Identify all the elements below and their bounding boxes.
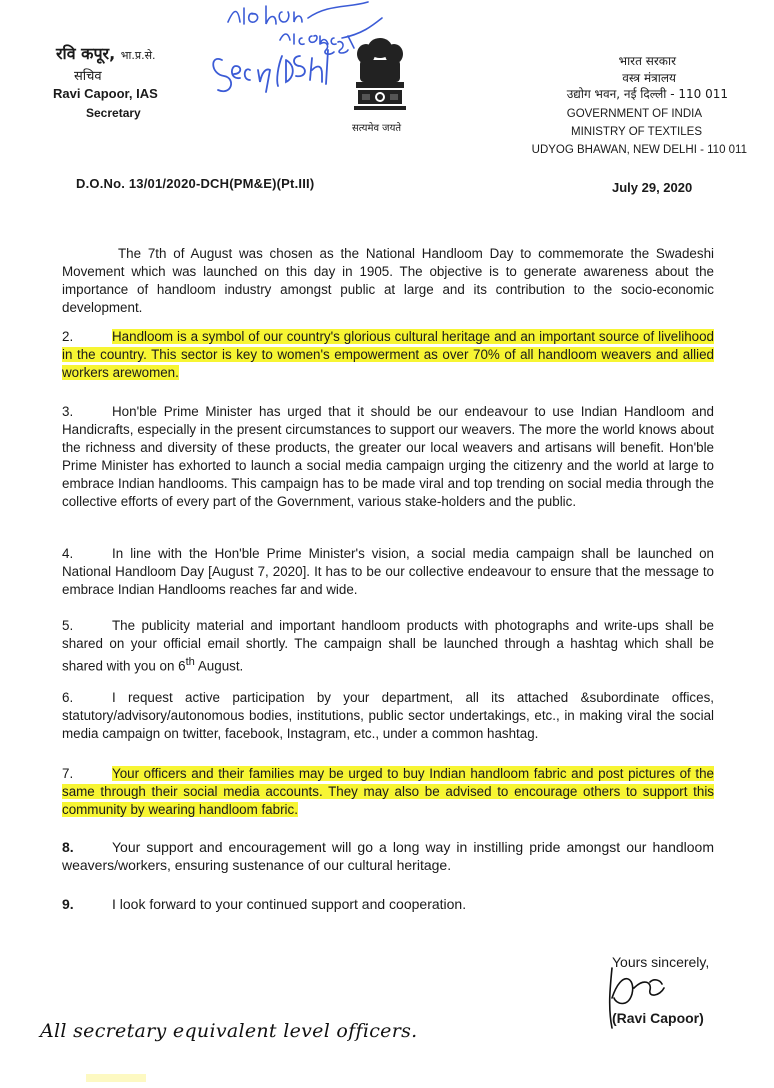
paragraph-4-text: In line with the Hon'ble Prime Minister's vision, a social media campaign shall be launched on National Handloom Day [August 7, 2020]. It has to be our collective endeavour to ensure that the message to embrace Indian Handlooms reaches far and wide. bbox=[62, 546, 714, 597]
sender-service-hindi: भा.प्र.से. bbox=[120, 49, 156, 62]
paragraph-1 bbox=[62, 245, 714, 317]
paragraph-2-number: 2. bbox=[62, 329, 74, 344]
paragraph-7 bbox=[62, 765, 714, 819]
paragraph-6-number: 6. bbox=[62, 690, 74, 705]
paragraph-4 bbox=[62, 545, 714, 599]
paragraph-7-number: 7. bbox=[62, 766, 74, 781]
national-emblem-icon bbox=[340, 34, 420, 114]
paragraph-9-number: 9. bbox=[62, 896, 74, 912]
paragraph-2 bbox=[62, 328, 714, 382]
handwritten-secy-annotation bbox=[208, 30, 358, 108]
ministry-name: MINISTRY OF TEXTILES bbox=[570, 126, 702, 138]
paragraph-3 bbox=[62, 403, 714, 511]
closing-salutation: Yours sincerely, bbox=[612, 954, 710, 970]
paragraph-9 bbox=[62, 895, 714, 913]
sender-title-hindi: सचिव bbox=[74, 69, 102, 84]
paragraph-5-text: The publicity material and important handloom products with photographs and write-ups shall be shared on your official email shortly. The campaign shall be launched through a hashtag which shall be shared with you on 6 bbox=[62, 618, 714, 674]
government-hindi: भारत सरकार bbox=[618, 54, 676, 68]
paragraph-6 bbox=[62, 689, 714, 743]
sender-title: Secretary bbox=[86, 106, 141, 120]
paragraph-7-highlighted-text: Your officers and their families may be urged to buy Indian handloom fabric and post pictures of the same through their social media accounts. They may also be advised to encourage others to support this community by wearing handloom fabric. bbox=[62, 766, 714, 817]
letter-date: July 29, 2020 bbox=[612, 180, 693, 195]
paragraph-5 bbox=[62, 617, 714, 675]
paragraph-3-text: Hon'ble Prime Minister has urged that it should be our endeavour to use Indian Handloom and Handicrafts, especially in the present circumstances to support our weavers. The more the world knows about the richness and diversity of these products, the greater our local weavers and artisans will benefit. Hon'ble Prime Minister has exhorted to launch a social media campaign urging the citizenry and the world at large to embrace Indian handlooms. This campaign has to be made viral and top trending on social media through the collective efforts of every part of the Government, various stake-holders and the public. bbox=[62, 404, 714, 509]
date-ordinal-suffix: th bbox=[185, 656, 195, 668]
faint-highlight-mark bbox=[86, 1072, 146, 1084]
paragraph-8 bbox=[62, 838, 714, 874]
signer-name: (Ravi Capoor) bbox=[612, 1010, 704, 1026]
reference-number: D.O.No. 13/01/2020-DCH(PM&E)(Pt.III) bbox=[76, 176, 315, 191]
sender-name-hindi: रवि कपूर, भा.प्र.से. bbox=[56, 44, 156, 63]
paragraph-9-text: I look forward to your continued support and cooperation. bbox=[112, 896, 467, 912]
paragraph-2-highlighted-text: Handloom is a symbol of our country's glorious cultural heritage and an important source of livelihood in the country. This sector is key to women's empowerment as over 70% of all handloom weavers and allied workers arewomen. bbox=[62, 329, 714, 380]
sender-name: Ravi Capoor, IAS bbox=[53, 86, 158, 101]
paragraph-8-text: Your support and encouragement will go a long way in instilling pride amongst our handloom weavers/workers, ensuring sustenance of our cultural heritage. bbox=[62, 839, 714, 873]
ministry-hindi: वस्त्र मंत्रालय bbox=[622, 71, 676, 85]
office-address: UDYOG BHAWAN, NEW DELHI - 110 011 bbox=[531, 144, 747, 156]
paragraph-5-text-end: August. bbox=[194, 658, 244, 674]
paragraph-4-number: 4. bbox=[62, 546, 74, 561]
paragraph-6-text: I request active participation by your department, all its attached &subordinate offices, statutory/advisory/autonomous bodies, institutions, public sector undertakings, etc., in making viral the social media campaign on twitter, facebook, Instagram, etc., under a common hashtag. bbox=[62, 690, 714, 741]
paragraph-5-number: 5. bbox=[62, 618, 74, 633]
government-name: GOVERNMENT OF INDIA bbox=[566, 108, 702, 120]
paragraph-1-text: The 7th of August was chosen as the National Handloom Day to commemorate the Swadeshi Movement which was launched on this day in 1905. The objective is to generate awareness about the importance of handloom industry amongst public at large and its contribution to the socio-economic development. bbox=[62, 246, 714, 315]
national-motto: सत्यमेव जयते bbox=[352, 123, 402, 134]
paragraph-3-number: 3. bbox=[62, 404, 74, 419]
address-hindi: उद्योग भवन, नई दिल्ली - 110 011 bbox=[566, 87, 728, 101]
paragraph-8-number: 8. bbox=[62, 839, 74, 855]
handwritten-recipient-note: All secretary equivalent level officers. bbox=[40, 1020, 418, 1042]
